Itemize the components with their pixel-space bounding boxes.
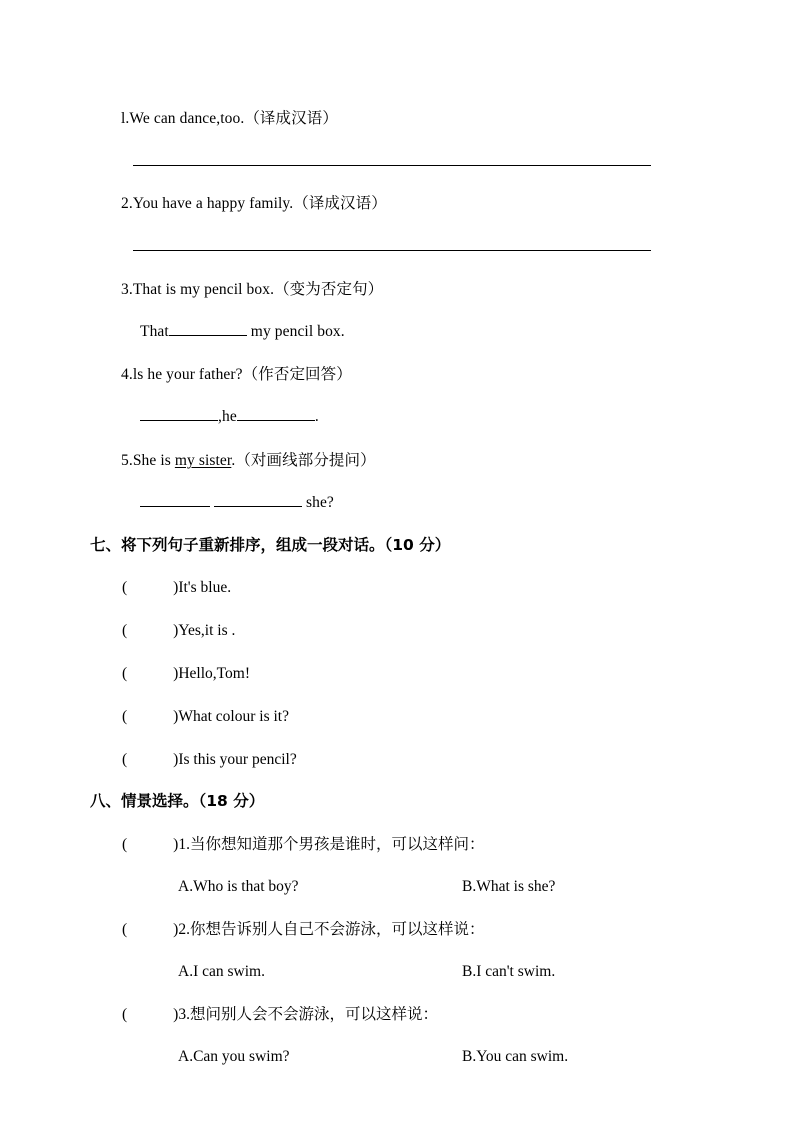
question-3-sentence: That is my pencil box. — [132, 281, 275, 298]
ordering-item-4-text: What colour is it? — [178, 708, 289, 725]
ordering-item-5-bracket[interactable]: ( ) — [122, 751, 179, 768]
ordering-item-2-text: Yes,it is . — [178, 622, 236, 639]
ordering-item-3-text: Hello,Tom! — [178, 665, 251, 682]
ordering-item-1[interactable] — [122, 578, 231, 598]
question-3-blank[interactable] — [169, 335, 247, 336]
question-5-number: 5. — [121, 452, 133, 469]
question-1-sentence: We can dance,too. — [129, 110, 245, 127]
situation-item-2-prompt: 你想告诉别人自己不会游泳，可以这样说： — [189, 920, 485, 938]
question-4-answer-end: . — [314, 408, 319, 425]
question-4 — [121, 364, 352, 385]
question-4-answer-mid: ,he — [218, 408, 237, 425]
question-1-number: l. — [121, 110, 130, 127]
situation-item-1-number: 1. — [178, 836, 190, 853]
situation-item-2-number: 2. — [178, 921, 190, 938]
situation-item-1-option-a[interactable]: A.Who is that boy? — [178, 878, 299, 895]
question-2 — [121, 193, 387, 214]
question-5-underlined-phrase: my sister — [174, 452, 232, 469]
question-3-answer-suffix: my pencil box. — [250, 323, 345, 340]
question-5-sentence-post: . — [231, 452, 236, 469]
question-3-number: 3. — [121, 281, 133, 298]
ordering-item-2[interactable] — [122, 621, 235, 641]
ordering-item-1-text: It's blue. — [178, 579, 232, 596]
section-eight-heading: 八、情景选择。（18 分） — [90, 792, 265, 810]
answer-line-2[interactable] — [133, 250, 651, 251]
situation-item-3-option-b[interactable]: B.You can swim. — [462, 1048, 569, 1065]
question-2-sentence: You have a happy family. — [132, 195, 294, 212]
question-5 — [121, 450, 376, 471]
question-3-answer-row — [140, 322, 345, 342]
question-1-instruction: （译成汉语） — [244, 109, 338, 127]
question-4-instruction: （作否定回答） — [242, 365, 352, 383]
situation-item-1-option-b[interactable]: B.What is she? — [462, 878, 556, 895]
situation-item-2-bracket[interactable]: ( ) — [122, 921, 179, 938]
ordering-item-5[interactable] — [122, 750, 297, 770]
situation-item-3-bracket[interactable]: ( ) — [122, 1006, 179, 1023]
situation-item-2-option-a[interactable]: A.I can swim. — [178, 963, 265, 980]
ordering-item-1-bracket[interactable]: ( ) — [122, 579, 179, 596]
question-2-instruction: （译成汉语） — [293, 194, 387, 212]
situation-item-1-bracket[interactable]: ( ) — [122, 836, 179, 853]
ordering-item-4-bracket[interactable]: ( ) — [122, 708, 179, 725]
question-5-blank-1[interactable] — [140, 506, 210, 507]
question-4-blank-2[interactable] — [237, 420, 315, 421]
situation-item-1[interactable] — [122, 834, 484, 855]
question-4-blank-1[interactable] — [140, 420, 218, 421]
question-3-instruction: （变为否定句） — [274, 280, 384, 298]
ordering-item-4[interactable] — [122, 707, 289, 727]
question-4-answer-row — [140, 407, 319, 427]
question-2-number: 2. — [121, 195, 133, 212]
ordering-item-3[interactable] — [122, 664, 250, 684]
section-seven-heading: 七、将下列句子重新排序，组成一段对话。（10 分） — [90, 536, 451, 554]
question-5-blank-2[interactable] — [214, 506, 302, 507]
ordering-item-3-bracket[interactable]: ( ) — [122, 665, 179, 682]
situation-item-1-prompt: 当你想知道那个男孩是谁时，可以这样问： — [189, 835, 485, 853]
question-5-instruction: （对画线部分提问） — [235, 451, 376, 469]
question-4-sentence: ls he your father? — [132, 366, 243, 383]
question-5-answer-row — [140, 493, 334, 513]
situation-item-3[interactable] — [122, 1004, 438, 1025]
question-3-answer-prefix: That — [140, 323, 169, 340]
situation-item-3-prompt: 想问别人会不会游泳，可以这样说： — [189, 1005, 438, 1023]
ordering-item-2-bracket[interactable]: ( ) — [122, 622, 179, 639]
question-5-answer-suffix: she? — [305, 494, 334, 511]
ordering-item-5-text: Is this your pencil? — [178, 751, 297, 768]
question-1 — [121, 108, 338, 129]
question-4-number: 4. — [121, 366, 133, 383]
question-5-sentence-pre: She is — [132, 452, 175, 469]
situation-item-3-number: 3. — [178, 1006, 190, 1023]
situation-item-3-option-a[interactable]: A.Can you swim? — [178, 1048, 290, 1065]
question-3 — [121, 279, 383, 300]
situation-item-2-option-b[interactable]: B.I can't swim. — [462, 963, 556, 980]
answer-line-1[interactable] — [133, 165, 651, 166]
situation-item-2[interactable] — [122, 919, 484, 940]
